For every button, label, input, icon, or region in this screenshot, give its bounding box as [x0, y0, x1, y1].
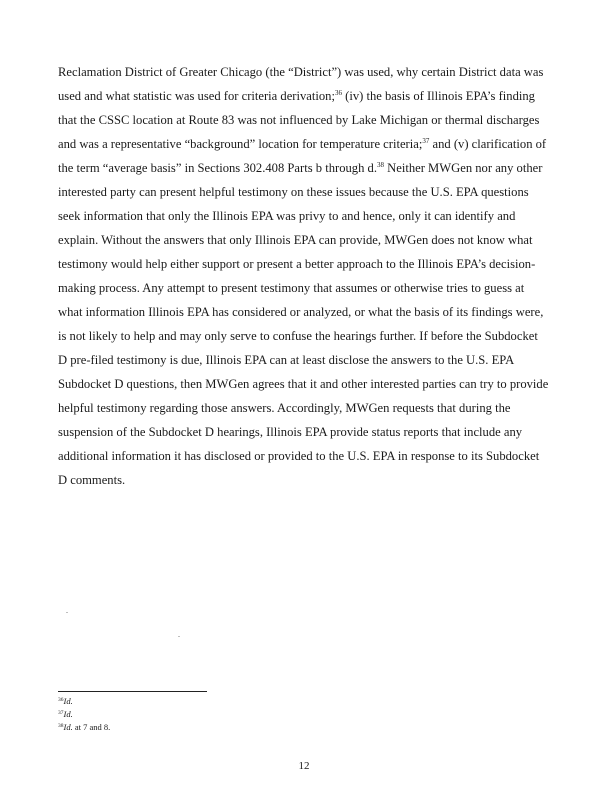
- line-text: that the CSSC location at Route 83 was not influenced by Lake Michigan or thermal discharges: [58, 113, 540, 127]
- line-text: helpful testimony regarding those answers. Accordingly, MWGen requests that during the: [58, 401, 511, 415]
- page-number: 12: [298, 760, 310, 772]
- footnote-ref-37[interactable]: 37: [422, 137, 430, 145]
- footnote-number: 36: [58, 697, 64, 703]
- footnote-38: [58, 722, 110, 733]
- line-text: the term “average basis” in Sections 302.408 Parts b through d.: [58, 161, 377, 175]
- footnote-cite: Id.: [63, 696, 73, 706]
- line-text: and was a representative “background” location for temperature criteria;: [58, 137, 423, 151]
- line-text: is not likely to help and may only serve to confuse the hearings further. If before the Subdocket: [58, 329, 538, 343]
- scan-speck: .: [66, 606, 68, 615]
- footnote-text: at 7 and 8.: [72, 722, 111, 732]
- line-text: D pre-filed testimony is due, Illinois EPA can at least disclose the answers to the U.S. EPA: [58, 353, 515, 367]
- body-line-6: [58, 184, 529, 200]
- footnote-separator: [58, 691, 207, 692]
- line-text: Reclamation District of Greater Chicago (the “District”) was used, why certain District data was: [58, 65, 544, 79]
- footnote-cite: Id.: [63, 722, 73, 732]
- body-line-4: [58, 136, 546, 152]
- body-line-10: [58, 280, 524, 296]
- footnote-36: [58, 696, 73, 707]
- body-line-13: [58, 352, 514, 368]
- footnote-37: [58, 709, 73, 720]
- body-line-18: [58, 472, 125, 488]
- line-text: used and what statistic was used for criteria derivation;: [58, 89, 335, 103]
- body-line-14: [58, 376, 548, 392]
- line-text: seek information that only the Illinois EPA was privy to and hence, only it can identify and: [58, 209, 516, 223]
- footnote-cite: Id.: [63, 709, 73, 719]
- body-line-5: [58, 160, 542, 176]
- footnote-number: 37: [58, 710, 64, 716]
- body-line-8: [58, 232, 533, 248]
- line-text: what information Illinois EPA has considered or analyzed, or what the basis of its findings were,: [58, 305, 544, 319]
- line-text: explain. Without the answers that only Illinois EPA can provide, MWGen does not know what: [58, 233, 533, 247]
- line-text: suspension of the Subdocket D hearings, Illinois EPA provide status reports that include any: [58, 425, 523, 439]
- body-line-11: [58, 304, 543, 320]
- line-text: Subdocket D questions, then MWGen agrees that it and other interested parties can try to provide: [58, 377, 549, 391]
- line-text: testimony would help either support or present a better approach to the Illinois EPA’s decision-: [58, 257, 536, 271]
- line-text: Neither MWGen nor any other: [383, 161, 543, 175]
- body-line-3: [58, 112, 539, 128]
- line-text: and (v) clarification of: [429, 137, 547, 151]
- line-text: additional information it has disclosed or provided to the U.S. EPA in response to its Subdocket: [58, 449, 540, 463]
- body-line-17: [58, 448, 539, 464]
- body-line-15: [58, 400, 510, 416]
- footnote-number: 38: [58, 723, 64, 729]
- body-line-7: [58, 208, 515, 224]
- line-text: making process. Any attempt to present testimony that assumes or otherwise tries to guess at: [58, 281, 525, 295]
- footnote-ref-38[interactable]: 38: [376, 161, 384, 169]
- body-line-2: [58, 88, 535, 104]
- footnote-ref-36[interactable]: 36: [334, 89, 342, 97]
- line-text: interested party can present helpful testimony on these issues because the U.S. EPA questions: [58, 185, 529, 199]
- line-text: D comments.: [58, 473, 126, 487]
- body-line-1: [58, 64, 543, 80]
- body-line-12: [58, 328, 538, 344]
- body-line-9: [58, 256, 535, 272]
- body-line-16: [58, 424, 522, 440]
- scan-speck: .: [178, 630, 180, 639]
- line-text: (iv) the basis of Illinois EPA’s finding: [341, 89, 535, 103]
